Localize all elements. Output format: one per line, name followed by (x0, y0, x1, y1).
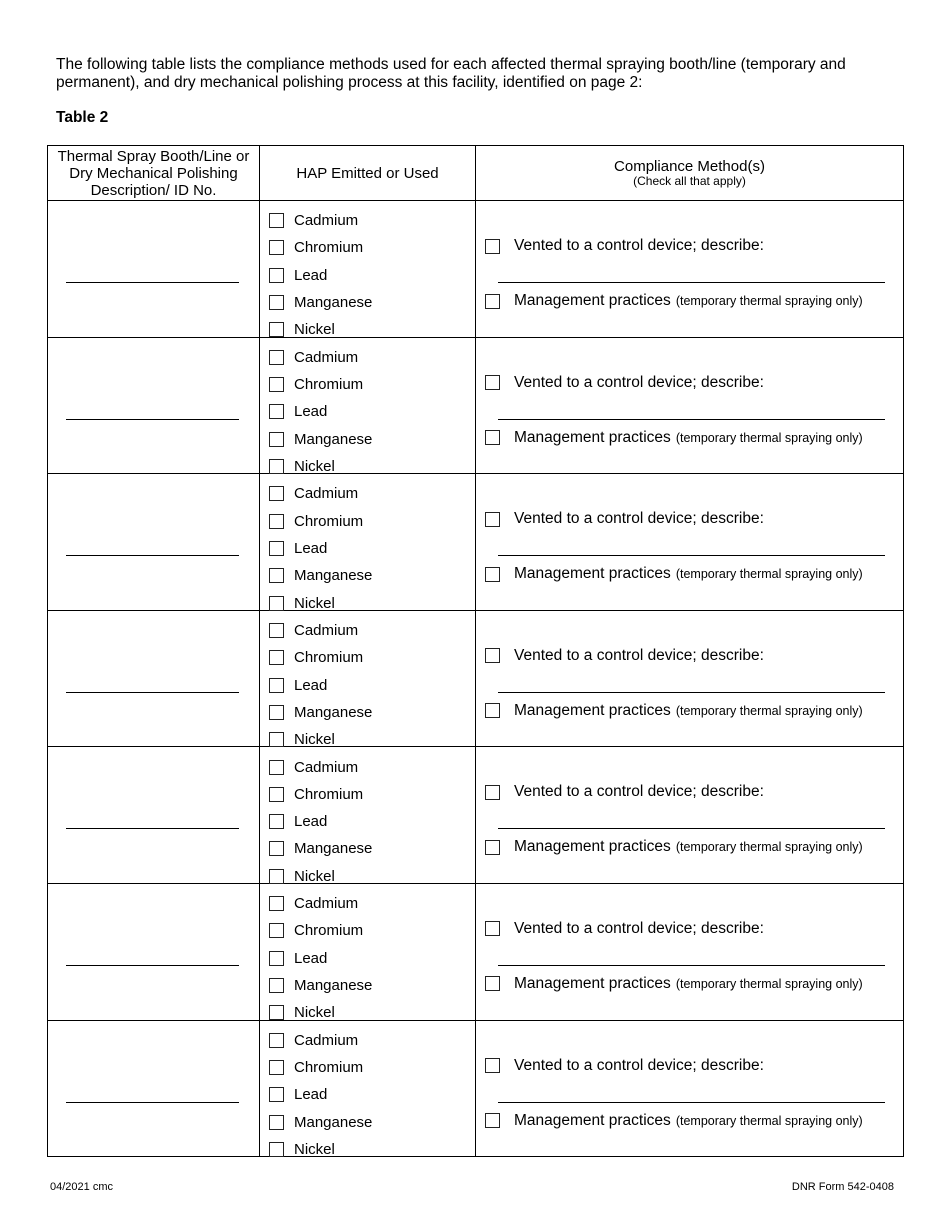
vented-option[interactable] (485, 783, 764, 801)
vented-checkbox[interactable] (485, 512, 500, 527)
vented-option[interactable] (485, 920, 764, 938)
hap-option[interactable] (269, 289, 372, 316)
hap-cell (260, 337, 476, 474)
vented-checkbox[interactable] (485, 375, 500, 390)
management-label: Management practices (514, 565, 671, 583)
booth-id-cell (48, 747, 260, 884)
vented-checkbox[interactable] (485, 1058, 500, 1073)
hap-label: Manganese (294, 977, 373, 994)
vented-label: Vented to a control device; describe: (514, 1056, 764, 1074)
booth-id-cell (48, 474, 260, 611)
header-hap: HAP Emitted or Used (260, 146, 476, 201)
vented-label: Vented to a control device; describe: (514, 646, 764, 664)
hap-label: Chromium (294, 376, 364, 394)
hap-checkbox[interactable] (269, 459, 284, 474)
control-device-description-field[interactable] (498, 692, 885, 693)
vented-option[interactable] (485, 237, 764, 255)
management-option[interactable] (485, 1112, 863, 1130)
compliance-cell (476, 337, 904, 474)
hap-option[interactable] (269, 644, 372, 671)
hap-option[interactable] (269, 262, 372, 289)
booth-id-cell (48, 883, 260, 1020)
hap-label: Chromium (294, 512, 364, 530)
hap-label: Manganese (294, 294, 373, 312)
hap-label: Nickel (294, 731, 335, 749)
management-option[interactable] (485, 292, 863, 310)
table-row (48, 201, 904, 338)
hap-option[interactable] (269, 480, 372, 507)
hap-checkbox[interactable] (269, 432, 284, 447)
header-compliance-subtitle: (Check all that apply) (633, 174, 746, 188)
hap-label: Chromium (294, 239, 364, 257)
hap-label: Cadmium (294, 348, 359, 366)
hap-checkbox[interactable] (269, 623, 284, 638)
control-device-description-field[interactable] (498, 555, 885, 556)
management-note: (temporary thermal spraying only) (675, 840, 863, 855)
hap-cell (260, 747, 476, 884)
hap-checkbox[interactable] (269, 732, 284, 747)
vented-label: Vented to a control device; describe: (514, 237, 764, 254)
booth-id-cell (48, 1020, 260, 1157)
management-label: Management practices (514, 292, 671, 309)
hap-checkbox[interactable] (269, 514, 284, 529)
hap-label: Nickel (294, 457, 335, 475)
hap-checkbox[interactable] (269, 814, 284, 829)
hap-option[interactable] (269, 917, 372, 944)
hap-checkbox[interactable] (269, 650, 284, 665)
hap-option[interactable] (269, 207, 372, 234)
vented-label: Vented to a control device; describe: (514, 510, 764, 528)
hap-checkbox[interactable] (269, 404, 284, 419)
table-row (48, 337, 904, 474)
hap-checkbox[interactable] (269, 978, 284, 993)
hap-option[interactable] (269, 972, 372, 999)
vented-option[interactable] (485, 1057, 764, 1075)
hap-option[interactable] (269, 562, 372, 589)
hap-cell (260, 201, 476, 338)
hap-cell (260, 883, 476, 1020)
hap-label: Manganese (294, 703, 373, 721)
hap-label: Cadmium (294, 895, 359, 913)
vented-checkbox[interactable] (485, 648, 500, 663)
control-device-description-field[interactable] (498, 282, 885, 283)
vented-option[interactable] (485, 374, 764, 392)
hap-option[interactable] (269, 1108, 372, 1135)
hap-label: Lead (294, 676, 328, 694)
hap-label: Manganese (294, 430, 373, 448)
management-checkbox[interactable] (485, 294, 500, 309)
hap-option[interactable] (269, 617, 372, 644)
vented-checkbox[interactable] (485, 921, 500, 936)
management-checkbox[interactable] (485, 703, 500, 718)
hap-checkbox[interactable] (269, 923, 284, 938)
vented-label: Vented to a control device; describe: (514, 919, 764, 937)
hap-checkbox[interactable] (269, 377, 284, 392)
vented-checkbox[interactable] (485, 785, 500, 800)
compliance-cell (476, 201, 904, 338)
hap-cell (260, 1020, 476, 1157)
management-note: (temporary thermal spraying only) (675, 567, 863, 582)
management-note: (temporary thermal spraying only) (675, 1113, 863, 1128)
management-note: (temporary thermal spraying only) (675, 703, 863, 718)
hap-cell (260, 474, 476, 611)
hap-checkbox[interactable] (269, 568, 284, 583)
hap-option[interactable] (269, 808, 372, 835)
compliance-cell (476, 883, 904, 1020)
hap-label: Nickel (294, 1004, 335, 1022)
table-row (48, 747, 904, 884)
hap-checkbox[interactable] (269, 350, 284, 365)
hap-checkbox[interactable] (269, 787, 284, 802)
hap-label: Cadmium (294, 485, 359, 503)
management-label: Management practices (514, 701, 671, 719)
booth-id-field[interactable] (66, 419, 239, 420)
hap-label: Chromium (294, 1059, 364, 1076)
hap-option[interactable] (269, 535, 372, 562)
hap-option[interactable] (269, 425, 372, 452)
hap-option[interactable] (269, 781, 372, 808)
table-row (48, 610, 904, 747)
booth-id-field[interactable] (66, 828, 239, 829)
management-option[interactable] (485, 565, 863, 583)
hap-option[interactable] (269, 1136, 372, 1163)
hap-option[interactable] (269, 671, 372, 698)
booth-id-field[interactable] (66, 692, 239, 693)
booth-id-cell (48, 610, 260, 747)
compliance-cell (476, 474, 904, 611)
management-checkbox[interactable] (485, 976, 500, 991)
compliance-table (47, 145, 904, 1157)
hap-checkbox[interactable] (269, 268, 284, 283)
hap-checkbox[interactable] (269, 240, 284, 255)
compliance-cell (476, 747, 904, 884)
hap-checkbox[interactable] (269, 1060, 284, 1075)
hap-checkbox[interactable] (269, 322, 284, 337)
vented-label: Vented to a control device; describe: (514, 783, 764, 801)
hap-checkbox[interactable] (269, 896, 284, 911)
compliance-cell (476, 1020, 904, 1157)
hap-option[interactable] (269, 1027, 372, 1054)
vented-checkbox[interactable] (485, 239, 500, 254)
header-compliance (476, 146, 904, 201)
hap-label: Nickel (294, 867, 335, 885)
hap-label: Chromium (294, 649, 364, 667)
management-checkbox[interactable] (485, 1113, 500, 1128)
management-option[interactable] (485, 838, 863, 856)
hap-checkbox[interactable] (269, 678, 284, 693)
hap-label: Nickel (294, 321, 335, 339)
hap-checkbox[interactable] (269, 213, 284, 228)
hap-checkbox[interactable] (269, 541, 284, 556)
hap-checkbox[interactable] (269, 596, 284, 611)
management-label: Management practices (514, 974, 671, 992)
management-label: Management practices (514, 1111, 671, 1129)
intro-paragraph: The following table lists the compliance methods used for each affected thermal spraying booth/line (temporary and permanent), and dry mechanical polishing process at this facility, identified on page 2: (56, 56, 846, 91)
hap-option[interactable] (269, 507, 372, 534)
hap-label: Lead (294, 949, 328, 967)
hap-option[interactable] (269, 1081, 372, 1108)
hap-checkbox[interactable] (269, 951, 284, 966)
hap-label: Lead (294, 813, 328, 831)
booth-id-field[interactable] (66, 1102, 239, 1103)
hap-option[interactable] (269, 835, 372, 862)
vented-label: Vented to a control device; describe: (514, 373, 764, 391)
hap-option[interactable] (269, 753, 372, 780)
hap-option[interactable] (269, 890, 372, 917)
booth-id-cell (48, 337, 260, 474)
footer-form-number: DNR Form 542-0408 (791, 1181, 894, 1193)
hap-checkbox[interactable] (269, 869, 284, 884)
management-label: Management practices (514, 838, 671, 856)
vented-option[interactable] (485, 510, 764, 528)
management-option[interactable] (485, 429, 863, 447)
management-option[interactable] (485, 975, 863, 993)
hap-option[interactable] (269, 344, 372, 371)
header-compliance-title: Compliance Method(s) (614, 158, 765, 175)
hap-label: Manganese (294, 567, 373, 585)
table-row (48, 474, 904, 611)
hap-label: Lead (294, 1086, 328, 1104)
management-checkbox[interactable] (485, 430, 500, 445)
management-label: Management practices (514, 428, 671, 446)
hap-option[interactable] (269, 234, 372, 261)
hap-checkbox[interactable] (269, 1033, 284, 1048)
hap-label: Lead (294, 266, 328, 284)
booth-id-field[interactable] (66, 965, 239, 966)
hap-option[interactable] (269, 945, 372, 972)
hap-label: Nickel (294, 594, 335, 612)
hap-option[interactable] (269, 398, 372, 425)
hap-label: Nickel (294, 1140, 335, 1158)
hap-option[interactable] (269, 371, 372, 398)
hap-label: Cadmium (294, 1031, 359, 1049)
hap-cell (260, 610, 476, 747)
booth-id-cell (48, 201, 260, 338)
management-checkbox[interactable] (485, 840, 500, 855)
control-device-description-field[interactable] (498, 1102, 885, 1103)
hap-label: Chromium (294, 785, 364, 803)
hap-checkbox[interactable] (269, 486, 284, 501)
booth-id-field[interactable] (66, 282, 239, 283)
vented-option[interactable] (485, 647, 764, 665)
management-checkbox[interactable] (485, 567, 500, 582)
footer-date: 04/2021 cmc (50, 1181, 113, 1193)
hap-label: Cadmium (294, 212, 359, 230)
header-booth-id: Thermal Spray Booth/Line or Dry Mechanical Polishing Description/ ID No. (48, 146, 260, 201)
hap-label: Cadmium (294, 758, 359, 776)
hap-label: Lead (294, 539, 328, 557)
hap-checkbox[interactable] (269, 841, 284, 856)
hap-checkbox[interactable] (269, 295, 284, 310)
hap-label: Chromium (294, 922, 364, 940)
booth-id-field[interactable] (66, 555, 239, 556)
control-device-description-field[interactable] (498, 419, 885, 420)
control-device-description-field[interactable] (498, 965, 885, 966)
hap-checkbox[interactable] (269, 1005, 284, 1020)
hap-checkbox[interactable] (269, 760, 284, 775)
hap-label: Lead (294, 403, 328, 421)
control-device-description-field[interactable] (498, 828, 885, 829)
hap-label: Manganese (294, 840, 373, 858)
table-row (48, 1020, 904, 1157)
hap-checkbox[interactable] (269, 1087, 284, 1102)
table-row (48, 883, 904, 1020)
hap-checkbox[interactable] (269, 705, 284, 720)
hap-checkbox[interactable] (269, 1115, 284, 1130)
hap-option[interactable] (269, 1054, 372, 1081)
hap-label: Cadmium (294, 621, 359, 639)
management-note: (temporary thermal spraying only) (675, 430, 863, 445)
management-option[interactable] (485, 702, 863, 720)
hap-option[interactable] (269, 699, 372, 726)
table-title: Table 2 (56, 109, 109, 126)
hap-checkbox[interactable] (269, 1142, 284, 1157)
table-header-row (48, 146, 904, 201)
hap-label: Manganese (294, 1113, 373, 1131)
management-note: (temporary thermal spraying only) (675, 294, 863, 308)
management-note: (temporary thermal spraying only) (675, 976, 863, 991)
compliance-cell (476, 610, 904, 747)
